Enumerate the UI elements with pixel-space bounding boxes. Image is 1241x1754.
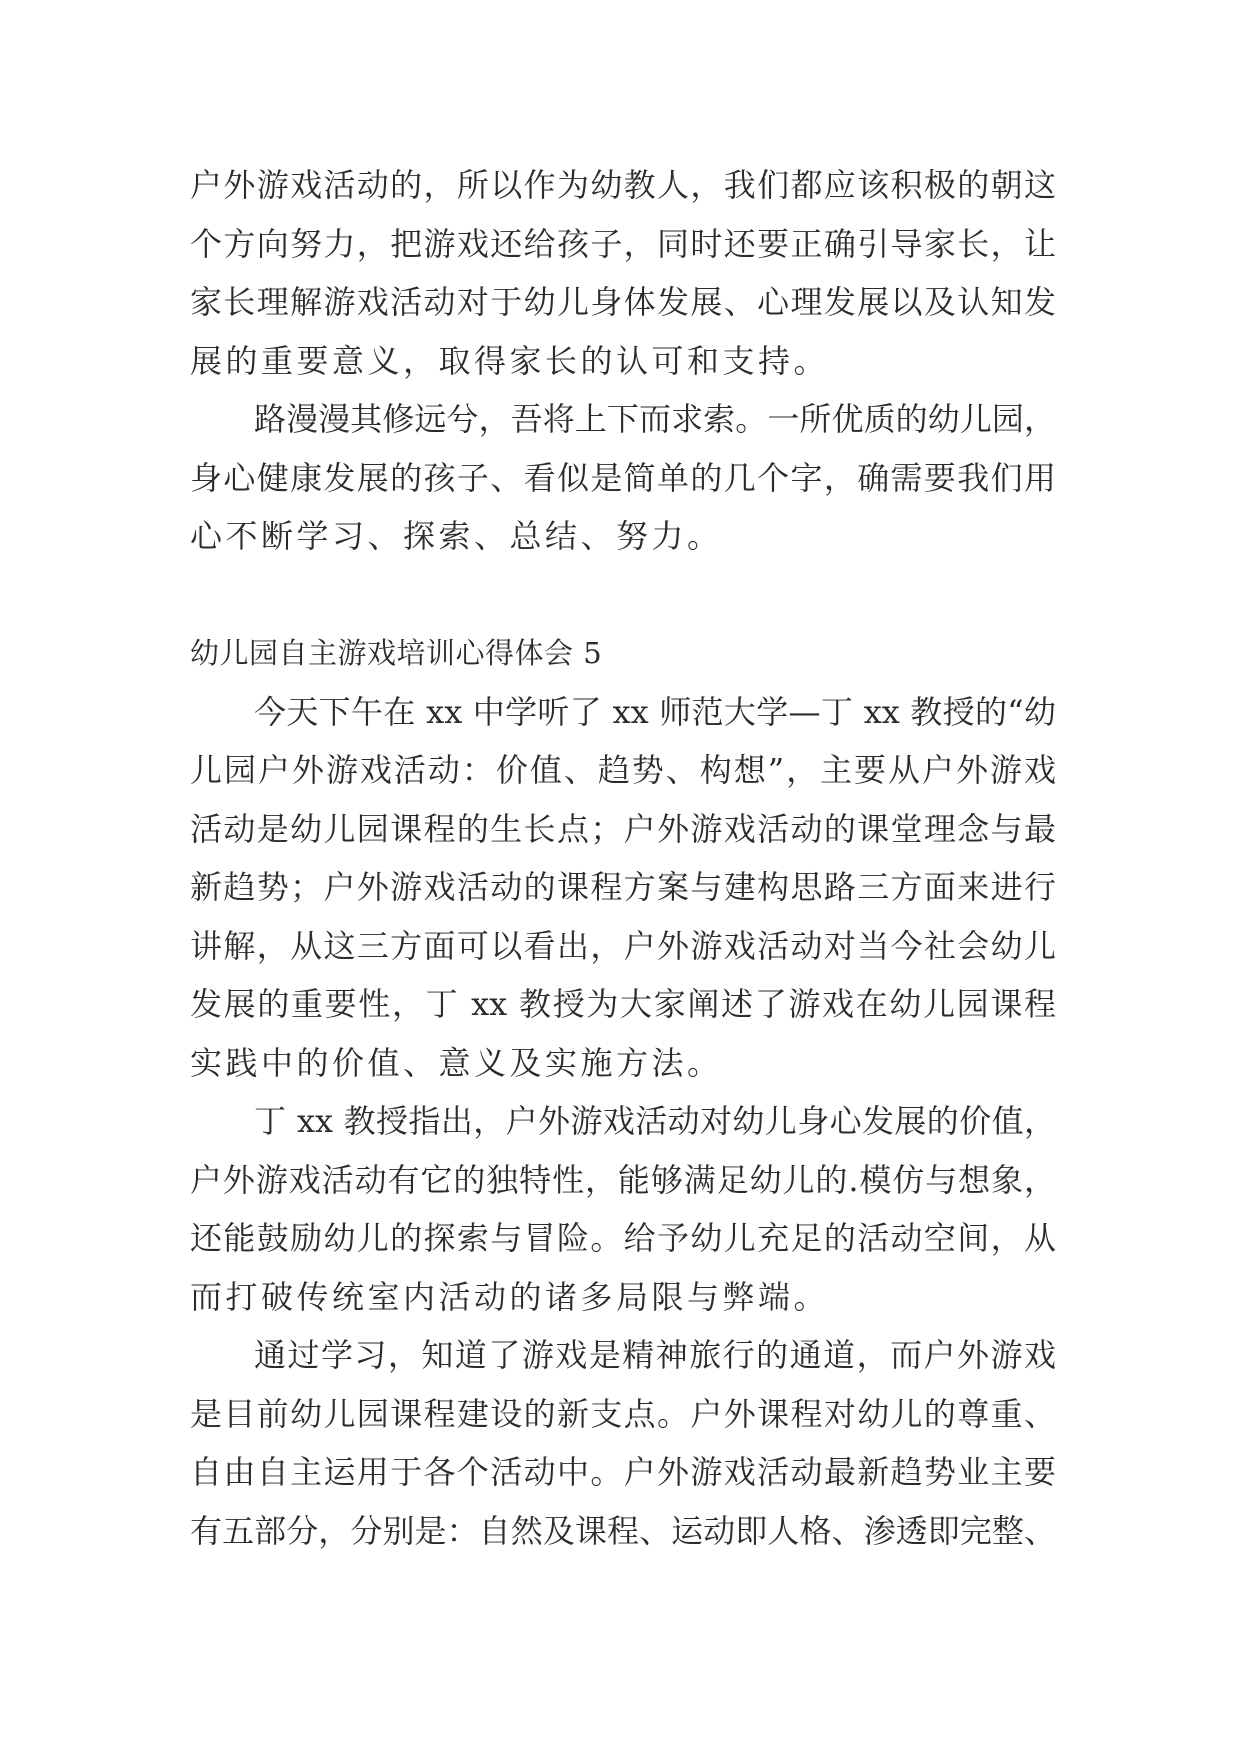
text-line: 而打破传统室内活动的诸多局限与弊端。 (190, 1277, 830, 1316)
text-line: 儿园户外游戏活动：价值、趋势、构想”，主要从户外游戏 (190, 751, 1056, 789)
paragraph-1 (190, 156, 1056, 390)
text-line: 户外游戏活动的，所以作为幼教人，我们都应该积极的朝这 (190, 166, 1056, 204)
text-line: 展的重要意义，取得家长的认可和支持。 (190, 341, 830, 380)
paragraph-2 (190, 390, 1056, 566)
text-line: 发展的重要性，丁 xx 教授为大家阐述了游戏在幼儿园课程 (190, 985, 1056, 1023)
document-body (190, 156, 1056, 1560)
text-line: 路漫漫其修远兮，吾将上下而求索。一所优质的幼儿园， (254, 400, 1056, 438)
text-line: 丁 xx 教授指出，户外游戏活动对幼儿身心发展的价值， (254, 1102, 1056, 1140)
text-line: 心不断学习、探索、总结、努力。 (190, 517, 723, 555)
paragraph-3 (190, 683, 1056, 1093)
section-heading: 幼儿园自主游戏培训心得体会 5 (190, 636, 603, 670)
text-line: 新趋势；户外游戏活动的课程方案与建构思路三方面来进行 (190, 868, 1056, 906)
paragraph-5 (190, 1326, 1056, 1560)
text-line: 自由自主运用于各个活动中。户外游戏活动最新趋势业主要 (190, 1453, 1056, 1491)
text-line: 是目前幼儿园课程建设的新支点。户外课程对幼儿的尊重、 (190, 1394, 1056, 1433)
text-line: 户外游戏活动有它的独特性，能够满足幼儿的.模仿与想象， (190, 1160, 1056, 1199)
text-line: 实践中的价值、意义及实施方法。 (190, 1043, 723, 1082)
section-gap (190, 566, 1056, 625)
text-line: 家长理解游戏活动对于幼儿身体发展、心理发展以及认知发 (190, 283, 1056, 321)
text-line: 个方向努力，把游戏还给孩子，同时还要正确引导家长，让 (190, 224, 1056, 263)
text-line: 身心健康发展的孩子、看似是简单的几个字，确需要我们用 (190, 458, 1056, 497)
text-line: 讲解，从这三方面可以看出，户外游戏活动对当今社会幼儿 (190, 926, 1056, 965)
text-line: 活动是幼儿园课程的生长点；户外游戏活动的课堂理念与最 (190, 809, 1056, 848)
text-line: 有五部分，分别是：自然及课程、运动即人格、渗透即完整、 (190, 1511, 1056, 1550)
text-line: 还能鼓励幼儿的探索与冒险。给予幼儿充足的活动空间，从 (190, 1219, 1056, 1257)
text-line: 今天下午在 xx 中学听了 xx 师范大学—丁 xx 教授的“幼 (254, 692, 1056, 731)
paragraph-4 (190, 1092, 1056, 1326)
text-line: 通过学习，知道了游戏是精神旅行的通道，而户外游戏 (254, 1336, 1056, 1374)
